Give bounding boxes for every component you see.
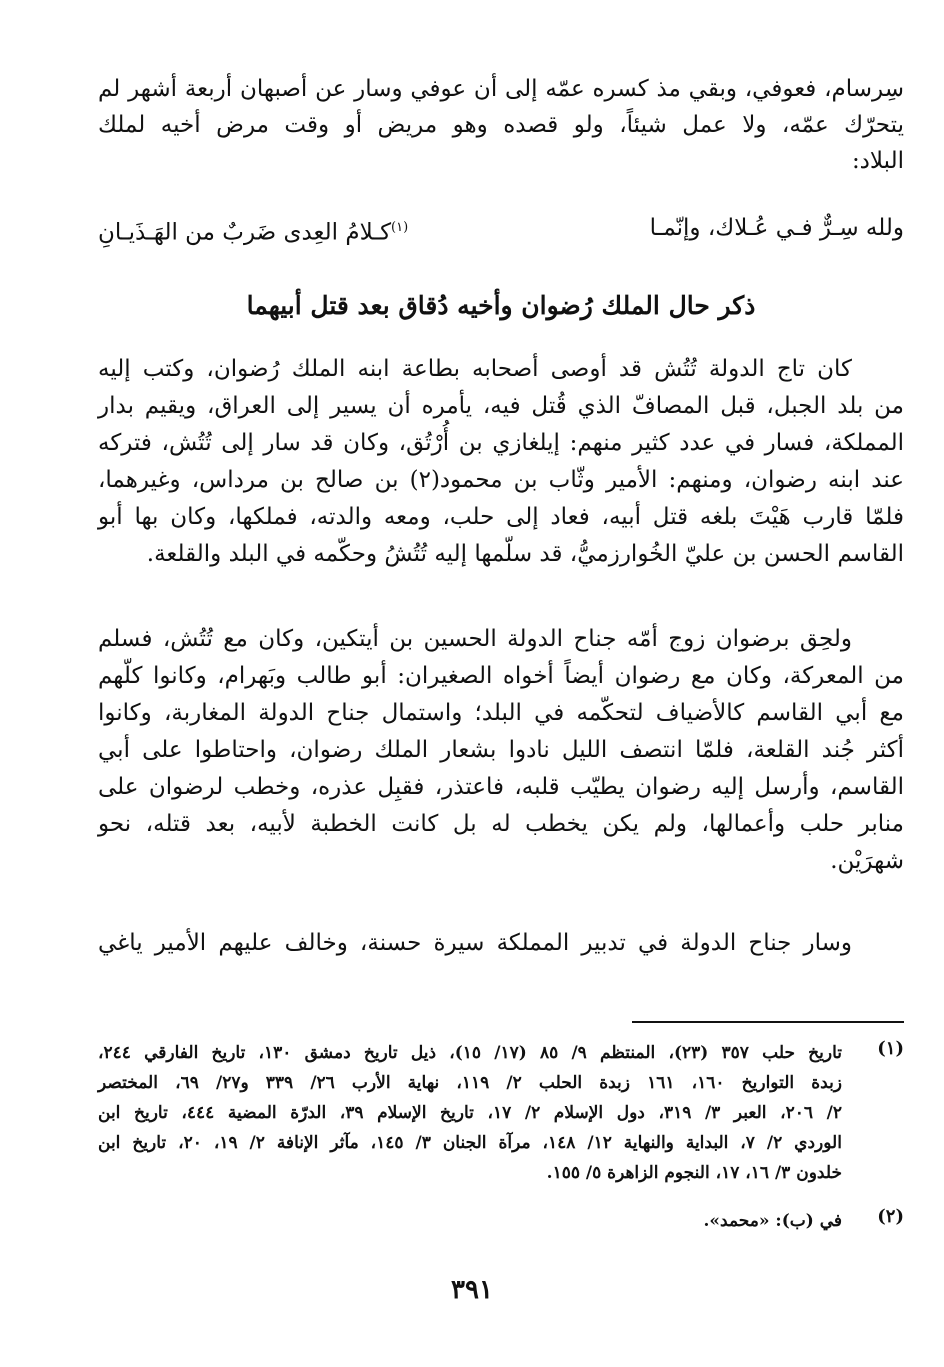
text-line: المملكة، فسار في عدد كثير منهم: إيلغازي بن أُرْتُق، وكان قد سار إلى تُتُش، فتركه [98, 430, 904, 456]
footnote-body [98, 1038, 842, 1198]
footnote-line: خلدون ٣/ ١٦، ١٧، النجوم الزاهرة ٥/ ١٥٥. [546, 1163, 842, 1183]
text-line: البلاد: [851, 148, 904, 174]
verse-second-hemistich: كـلامُ العِدى ضَربٌ من الهَـذَيـانِ [98, 219, 392, 246]
text-line: عند ابنه رضوان، ومنهم: الأمير وثّاب بن محمود(٢) بن صالح بن مرداس، وغيرهما، [98, 467, 904, 493]
poetry-verse [98, 208, 904, 248]
text-line: من بلد الجبل، قبل المصافّ الذي قُتل فيه، يأمره أن يسير إلى العراق، ويقيم بدار [98, 393, 904, 419]
footnote-line: الوردي ٢/ ٧، البداية والنهاية ١٢/ ١٤٨، مرآة الجنان ٣/ ١٤٥، مآثر الإنافة ٢/ ١٩، ٢٠، تاريخ ابن [98, 1133, 842, 1153]
text-line: يتحرّك عمّه، ولا عمل شيئاً، ولو قصده وهو مريض أو وقت مرض أخيه لملك [98, 112, 904, 138]
text-line: شهرَيْن. [830, 848, 904, 874]
footnote-1 [98, 1038, 904, 1198]
text-line: سِرسام، فعوفي، وبقي مذ كسره عمّه إلى أن عوفي وسار عن أصبهان أربعة أشهر لم [98, 76, 904, 102]
text-line: أكثر جُند القلعة، فلمّا انتصف الليل نادوا بشعار الملك رضوان، واحتاطوا على أبي [98, 737, 904, 763]
footnote-divider [632, 1021, 904, 1023]
text-line: كان تاج الدولة تُتُش قد أوصى أصحابه بطاعة ابنه الملك رُضوان، وكتب إليه [98, 356, 852, 382]
verse-second-hemistich-wrap [98, 208, 408, 253]
text-line: من المعركة، وكان مع رضوان أيضاً أخواه الصغيران: أبو طالب وبَهرام، وكانوا كلّهم [98, 663, 904, 689]
verse-first-hemistich: ولله سِـرٌّ فـي عُـلاك، وإنّمـا [649, 215, 904, 241]
text-line: مع أبي القاسم كالأضياف لتحكّمه في البلد؛ واستمال جناح الدولة المغاربة، وكانوا [98, 700, 904, 726]
text-line: ولحِق برضوان زوج أمّه جناح الدولة الحسين بن أيتكين، وكان مع تُتُش، فسلم [98, 626, 852, 652]
footnote-2 [98, 1206, 904, 1238]
footnote-line: في (ب): «محمد». [703, 1211, 842, 1231]
paragraph-3 [98, 926, 904, 966]
text-line: فلمّا قارب هَيْتَ بلغه قتل أبيه، فعاد إلى حلب، ومعه والدته، فملكها، وكان بها أبو [98, 504, 904, 530]
page-number: ٣٩١ [451, 1275, 493, 1305]
footnote-line: تاريخ حلب ٣٥٧ (٢٣)، المنتظم ٩/ ٨٥ (١٧/ ١٥)، ذيل تاريخ دمشق ١٣٠، تاريخ الفارقي ٢٤٤، [98, 1043, 842, 1063]
footnote-number: (٢) [877, 1206, 904, 1227]
text-line: منابر حلب وأعمالها، ولم يكن يخطب له بل كانت الخطبة لأبيه، بعد قتله، نحو [98, 811, 904, 837]
text-line: القاسم الحسن بن عليّ الخُوارزميُّ، قد سلّمها إليه تُتُشُ وحكّمه في البلد والقلعة. [146, 541, 904, 567]
footnote-line: ٢/ ٢٠٦، العبر ٣/ ٣١٩، دول الإسلام ٢/ ١٧، تاريخ الإسلام ٣٩، الدرّة المضية ٤٤٤، تاريخ ابن [98, 1103, 842, 1123]
intro-text [98, 72, 904, 182]
section-heading: ذكر حال الملك رُضوان وأخيه دُقاق بعد قتل أبيهما [246, 291, 756, 320]
footnote-marker: (١) [391, 220, 409, 235]
footnote-body [98, 1206, 842, 1238]
footnote-number: (١) [877, 1038, 904, 1059]
footnote-line: زبدة التواريخ ١٦٠، ١٦١ زبدة الحلب ٢/ ١١٩، نهاية الأرب ٢٦/ ٣٣٩ و٢٧/ ٦٩، المختصر [98, 1073, 843, 1093]
paragraph-1 [98, 352, 904, 592]
text-line: وسار جناح الدولة في تدبير المملكة سيرة حسنة، وخالف عليهم الأمير ياغي [98, 930, 852, 956]
text-line: القاسم، وأرسل إليه رضوان يطيّب قلبه، فاعتذر، فقبِل عذره، وخطب لرضوان على [98, 774, 904, 800]
paragraph-2 [98, 622, 904, 892]
